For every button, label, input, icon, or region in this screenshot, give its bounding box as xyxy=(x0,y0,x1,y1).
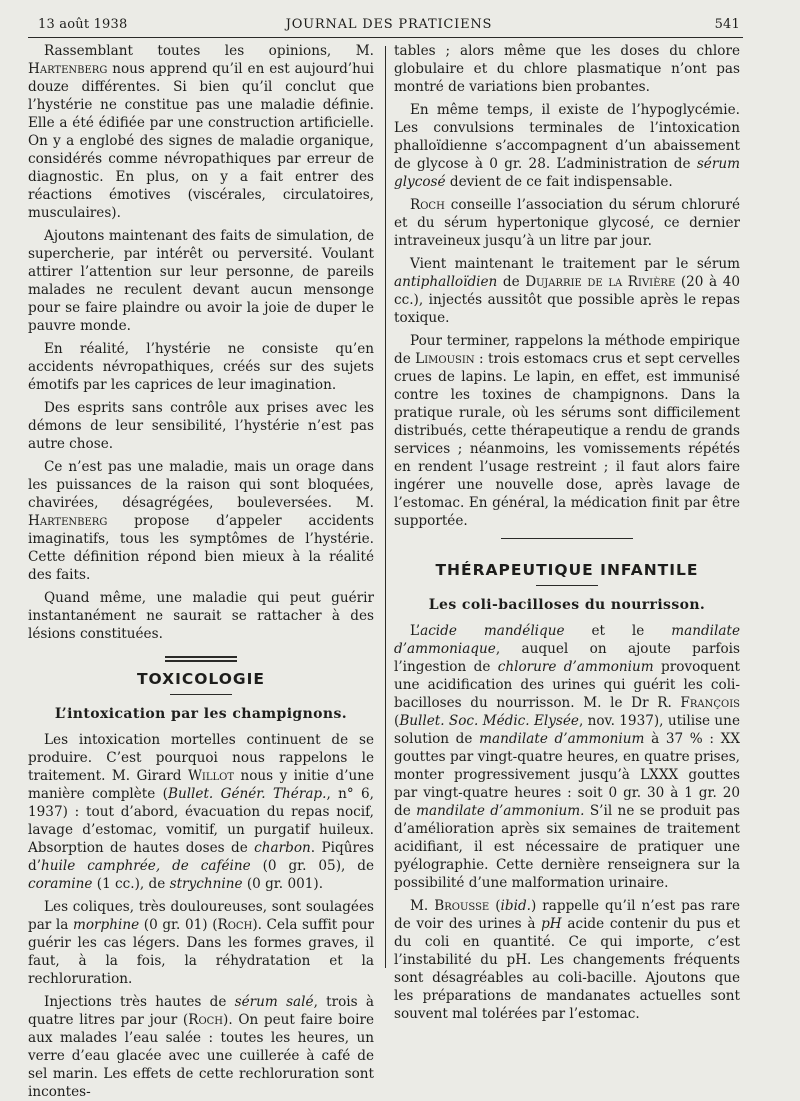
article-title-champignons: L’intoxication par les champignons. xyxy=(54,706,348,722)
section-separator xyxy=(165,656,237,662)
paragraph: Des esprits sans contrôle aux prises avec les démons de leur sensibilité, l’hystérie n’est pas autre chose. xyxy=(28,400,374,452)
paragraph: Pour terminer, rappelons la méthode empirique de Limousin : trois estomacs crus et sept cervelles crues de lapins. Le lapin, en effet, est immunisé contre les toxines de champignons. Dans la pratique rurale, où les sérums sont difficilement distribués, cette thérapeutique a rendu de grands services ; néanmoins, les vomissements répétés en rendent l’usage restreint ; il faut alors faire ingérer une nouvelle dose, après lavage de l’estomac. En général, la médication finit par être supportée. xyxy=(394,333,740,529)
paragraph: En réalité, l’hystérie ne consiste qu’en accidents névropathiques, créés sur des sujets émotifs par les caprices de leur imagination. xyxy=(28,341,374,393)
page-number: 541 xyxy=(714,17,740,32)
paragraph: Roch conseille l’association du sérum chloruré et du sérum hypertonique glycosé, ce dernier intraveineux jusqu’à un litre par jour. xyxy=(394,197,740,249)
paragraph: En même temps, il existe de l’hypoglycémie. Les convulsions terminales de l’intoxication phalloïdienne s’accompagnent d’un abaissement de glycose à 0 gr. 28. L’administration de sérum glycosé devient de ce fait indispensable. xyxy=(394,102,740,190)
paragraph: Ajoutons maintenant des faits de simulation, de supercherie, par intérêt ou perversité. Voulant attirer l’attention sur leur personne, de pareils malades ne reculent devant aucun mensonge pour se faire plaindre ou avoir la joie de duper le pauvre monde. xyxy=(28,228,374,334)
title-rule xyxy=(170,694,232,695)
title-rule xyxy=(536,585,598,586)
page-header xyxy=(38,17,740,37)
paragraph: Vient maintenant le traitement par le sérum antiphalloïdien de Dujarrie de la Rivière (20 à 40 cc.), injectés aussitôt que possible après le repas toxique. xyxy=(394,256,741,326)
right-column xyxy=(394,42,740,1023)
paragraph: Ce n’est pas une maladie, mais un orage dans les puissances de la raison qui sont bloquées, chavirées, désagrégées, bouleversées. M. Hartenberg propose d’appeler accidents imaginatifs, tous les symptômes de l’hystérie. Cette définition répond bien mieux à la réalité des faits. xyxy=(28,459,374,583)
column-divider xyxy=(385,46,386,968)
section-title-therapeutique: THÉRAPEUTIQUE INFANTILE xyxy=(435,561,699,579)
section-end-rule xyxy=(501,538,632,539)
left-column xyxy=(28,42,374,1101)
paragraph: Les intoxication mortelles continuent de se produire. C’est pourquoi nous rappelons le traitement. M. Girard Willot nous y initie d’une manière complète (Bullet. Génér. Thérap., n° 6, 1937) : tout d’abord, évacuation du repas nocif, lavage d’estomac, vomitif, un purgatif huileux. Absorption de hautes doses de charbon. Piqûres d’huile camphrée, de caféine (0 gr. 05), de coramine (1 cc.), de strychnine (0 gr. 001). xyxy=(28,732,374,892)
article-title-coli-bacilloses: Les coli-bacilloses du nourrisson. xyxy=(428,597,706,613)
paragraph: Injections très hautes de sérum salé, trois à quatre litres par jour (Roch). On peut faire boire aux malades l’eau salée : toutes les heures, un verre d’eau glacée avec une cuillerée à café de sel marin. Les effets de cette rechloruration sont incontes- xyxy=(28,994,374,1100)
journal-title: JOURNAL DES PRATICIENS xyxy=(285,17,493,32)
header-rule xyxy=(28,37,743,38)
paragraph: L’acide mandélique et le mandilate d’ammoniaque, auquel on ajoute parfois l’ingestion de chlorure d’ammonium provoquent une acidification des urines qui guérit les coli-bacilloses du nourrisson. M. le Dr R. François (Bullet. Soc. Médic. Elysée, nov. 1937), utilise une solution de mandilate d’ammonium à 37 % : XX gouttes par vingt-quatre heures, en quatre prises, monter progressivement jusqu’à LXXX gouttes par vingt-quatre heures : soit 0 gr. 30 à 1 gr. 20 de mandilate d’ammonium. S’il ne se produit pas d’amélioration après six semaines de traitement acidifiant, il est nécessaire de pratiquer une pyélographie. Cette dernière renseignera sur la possibilité d’une malformation urinaire. xyxy=(394,623,741,891)
paragraph: Quand même, une maladie qui peut guérir instantanément ne saurait se rattacher à des lésions constituées. xyxy=(28,590,374,642)
paragraph: M. Brousse (ibid.) rappelle qu’il n’est pas rare de voir des urines à pH acide contenir du pus et du coli en quantité. Ce qui importe, c’est l’instabilité du pH. Les changements fréquents sont désagréables au coli-bacille. Ajoutons que les préparations de mandanates actuelles sont souvent mal tolérées par l’estomac. xyxy=(394,898,741,1022)
paragraph: tables ; alors même que les doses du chlore globulaire et du chlore plasmatique n’ont pas montré de variations bien probantes. xyxy=(394,43,740,95)
paragraph: Les coliques, très douloureuses, sont soulagées par la morphine (0 gr. 01) (Roch). Cela suffit pour guérir les cas légers. Dans les formes graves, il faut, à la fois, la réhydratation et la rechloruration. xyxy=(28,899,375,987)
header-date: 13 août 1938 xyxy=(38,17,128,32)
section-title-toxicologie: TOXICOLOGIE xyxy=(136,670,266,688)
paragraph: Rassemblant toutes les opinions, M. Hartenberg nous apprend qu’il en est aujourd’hui douze différentes. Si bien qu’il conclut que l’hystérie ne constitue pas une maladie définie. Elle a été édifiée par une construction artificielle. On y a englobé des signes de maladie organique, considérés comme névropathiques par erreur de diagnostic. En plus, on y a fait entrer des réactions émotives (viscérales, circulatoires, musculaires). xyxy=(28,43,374,221)
